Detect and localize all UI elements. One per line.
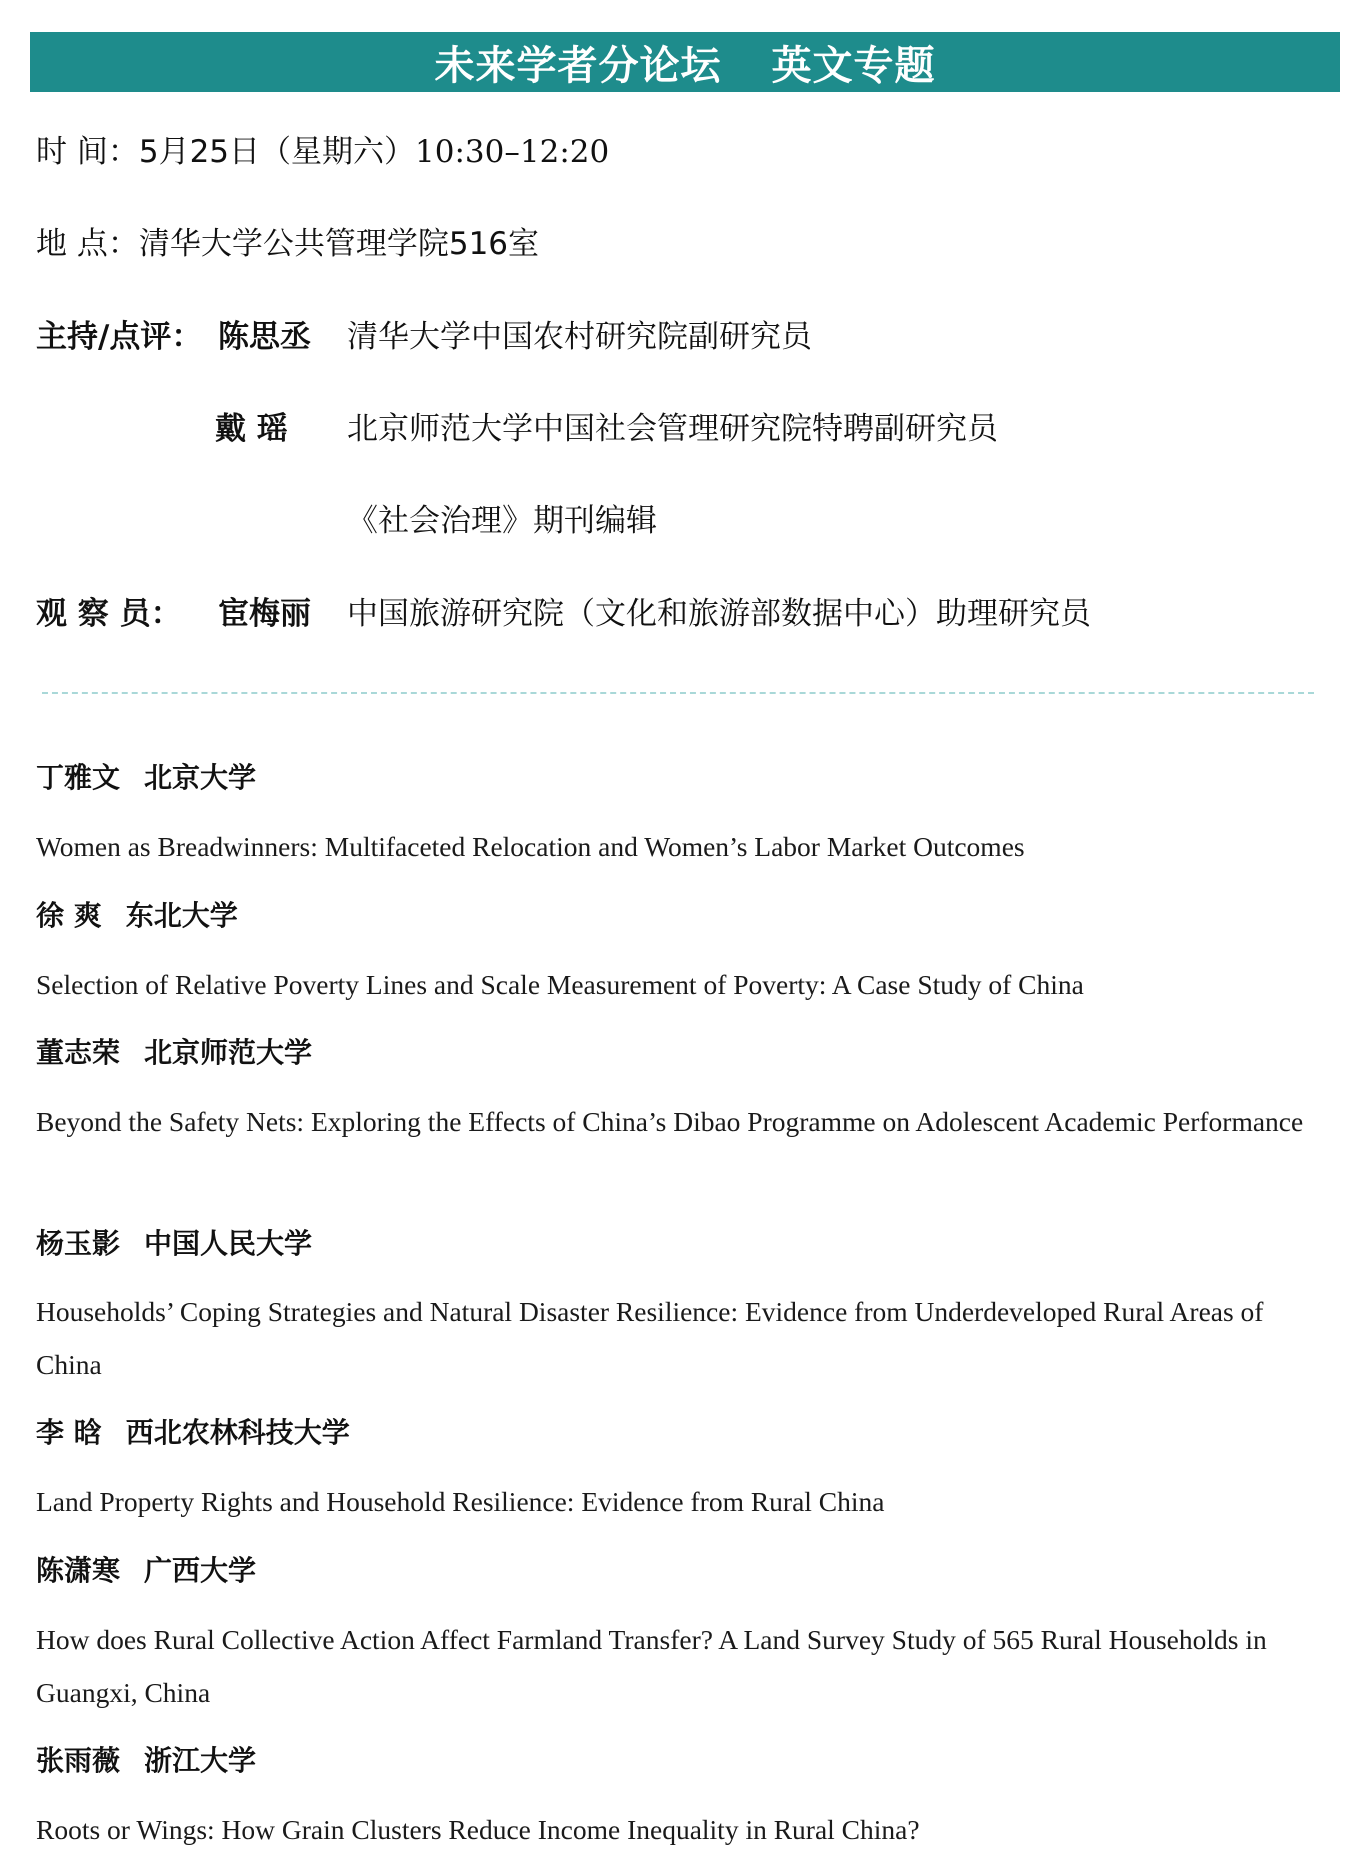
presenter-name: 李 晗 — [36, 1416, 102, 1449]
presenter-university: 西北农林科技大学 — [125, 1416, 350, 1449]
observer-name: 宦梅丽 — [218, 596, 311, 632]
presenter-2 — [36, 894, 238, 934]
presenter-university: 浙江大学 — [144, 1744, 257, 1777]
forum-title: 未来学者分论坛 — [434, 42, 722, 89]
place-value: 清华大学公共管理学院516室 — [138, 226, 540, 262]
presenter-3 — [36, 1031, 312, 1071]
presenter-name: 丁雅文 — [36, 761, 121, 794]
presenter-name: 陈潇寒 — [36, 1554, 121, 1587]
time-range: 10:30–12:20 — [415, 134, 610, 170]
time-date: 5月25日（星期六） — [138, 134, 416, 170]
place-label: 地 点： — [36, 226, 139, 262]
host-affiliation-2b: 《社会治理》期刊编辑 — [347, 503, 657, 539]
paper-title-6: How does Rural Collective Action Affect Farmland Transfer? A Land Survey Study of 565 Rural Households in Guangxi, China — [36, 1624, 1267, 1708]
paper-title-5: Land Property Rights and Household Resilience: Evidence from Rural China — [36, 1486, 885, 1517]
presenter-university: 北京大学 — [144, 761, 257, 794]
host-name-2: 戴 瑶 — [215, 411, 288, 447]
place-line — [36, 218, 539, 263]
host-affiliation-1: 清华大学中国农村研究院副研究员 — [347, 319, 812, 355]
paper-title-1: Women as Breadwinners: Multifaceted Relocation and Women’s Labor Market Outcomes — [36, 831, 1025, 862]
paper-title-3: Beyond the Safety Nets: Exploring the Effects of China’s Dibao Programme on Adolescent Academic Performance — [36, 1106, 1304, 1137]
observer-affiliation: 中国旅游研究院（文化和旅游部数据中心）助理研究员 — [347, 596, 1091, 632]
presenter-university: 中国人民大学 — [144, 1227, 313, 1260]
observer-label: 观 察 员： — [36, 596, 182, 632]
presenter-university: 广西大学 — [144, 1554, 257, 1587]
presenter-5 — [36, 1411, 350, 1451]
presenter-1 — [36, 756, 256, 796]
time-line — [36, 126, 609, 171]
presenter-7 — [36, 1739, 256, 1779]
presenter-name: 董志荣 — [36, 1036, 121, 1069]
presenter-4 — [36, 1222, 312, 1262]
presenter-university: 东北大学 — [125, 899, 238, 932]
presenter-6 — [36, 1549, 256, 1589]
paper-title-4: Households’ Coping Strategies and Natural Disaster Resilience: Evidence from Underdeveloped Rural Areas of China — [36, 1296, 1264, 1380]
host-label: 主持/点评： — [36, 319, 203, 355]
section-divider — [42, 692, 1314, 694]
host-name-1: 陈思丞 — [218, 319, 311, 355]
time-label: 时 间： — [36, 134, 139, 170]
presenter-name: 张雨薇 — [36, 1744, 121, 1777]
topic-title: 英文专题 — [771, 42, 936, 89]
presenter-university: 北京师范大学 — [144, 1036, 313, 1069]
presenter-name: 杨玉影 — [36, 1227, 121, 1260]
host-affiliation-2: 北京师范大学中国社会管理研究院特聘副研究员 — [347, 411, 998, 447]
forum-header-banner — [30, 32, 1340, 92]
presenter-name: 徐 爽 — [36, 899, 102, 932]
paper-title-2: Selection of Relative Poverty Lines and Scale Measurement of Poverty: A Case Study of China — [36, 969, 1084, 1000]
paper-title-7: Roots or Wings: How Grain Clusters Reduce Income Inequality in Rural China? — [36, 1814, 920, 1845]
